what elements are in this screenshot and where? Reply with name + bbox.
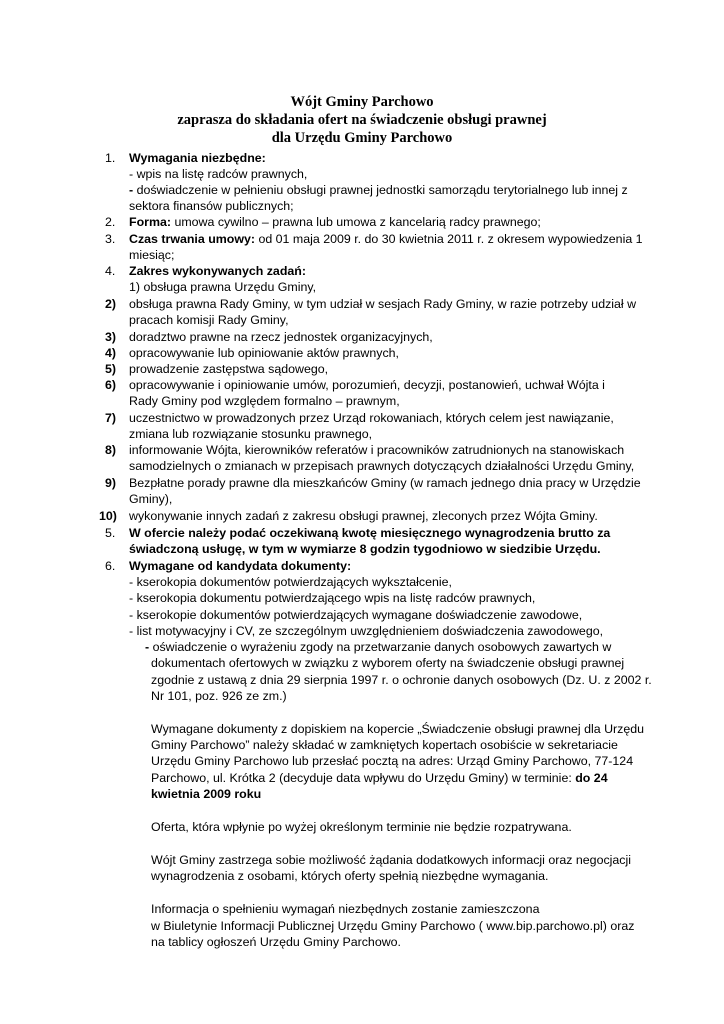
task-number: 3) bbox=[105, 330, 117, 344]
task-item-text: wykonywanie innych zadań z zakresu obsługi prawnej, zleconych przez Wójta Gminy. bbox=[129, 509, 598, 523]
section-3-title: Czas trwania umowy: bbox=[129, 232, 255, 246]
task-item-text-cont: Rady Gminy pod względem formalno – prawnym, bbox=[129, 394, 400, 408]
document-item: - kserokopie dokumentów potwierdzających wymagane doświadczenie zawodowe, bbox=[129, 608, 583, 622]
section-1-line-2 bbox=[129, 182, 628, 198]
section-2-number: 2. bbox=[105, 215, 116, 229]
section-3-cont: miesiąc; bbox=[129, 248, 175, 262]
section-3-number: 3. bbox=[105, 232, 116, 246]
task-item-text-cont: samodzielnych o zmianach w przepisach prawnych dotyczących działalności Urzędu Gminy, bbox=[129, 459, 635, 473]
task-item-text: informowanie Wójta, kierowników referatów i pracowników zatrudnionych na stanowiskach bbox=[129, 443, 625, 457]
reservation-line-2: wynagrodzenia z osobami, których oferty spełnią niezbędne wymagania. bbox=[151, 869, 549, 883]
header-line-2: zaprasza do składania ofert na świadczenie obsługi prawnej bbox=[177, 112, 547, 128]
section-1-line-2-text: doświadczenie w pełnieniu obsługi prawnej jednostki samorządu terytorialnego lub innej z bbox=[133, 183, 628, 197]
task-number: 8) bbox=[105, 443, 117, 457]
submission-line-4 bbox=[151, 770, 608, 786]
consent-line-3: zgodnie z ustawą z dnia 29 sierpnia 1997 r. o ochronie danych osobowych (Dz. U. z 2002 r. bbox=[151, 673, 652, 687]
task-item-text: doradztwo prawne na rzecz jednostek organizacyjnych, bbox=[129, 330, 433, 344]
section-3-text: od 01 maja 2009 r. do 30 kwietnia 2011 r. z okresem wypowiedzenia 1 bbox=[255, 232, 643, 246]
document-item: - kserokopia dokumentu potwierdzającego wpis na listę radców prawnych, bbox=[129, 591, 536, 605]
section-4-number: 4. bbox=[105, 264, 116, 278]
task-item-text-cont: pracach komisji Rady Gminy, bbox=[129, 313, 289, 327]
deadline-bold: do 24 bbox=[575, 771, 608, 785]
section-2-title: Forma: bbox=[129, 215, 171, 229]
consent-line-4: Nr 101, poz. 926 ze zm.) bbox=[151, 689, 287, 703]
task-item-text-cont: Gminy), bbox=[129, 492, 173, 506]
task-number: 4) bbox=[105, 346, 117, 360]
info-line-3: na tablicy ogłoszeń Urzędu Gminy Parchowo. bbox=[151, 935, 401, 949]
task-item-text: uczestnictwo w prowadzonych przez Urząd rokowaniach, których celem jest nawiązanie, bbox=[129, 411, 614, 425]
task-item-text: obsługa prawna Rady Gminy, w tym udział w sesjach Rady Gminy, w razie potrzeby udział w bbox=[129, 297, 637, 311]
consent-line-2: dokumentach ofertowych w związku z wyborem oferty na świadczenie obsługi prawnej bbox=[151, 656, 625, 670]
submission-line-3: Urzędu Gminy Parchowo lub przesłać pocztą na adres: Urząd Gminy Parchowo, 77-124 bbox=[151, 754, 634, 768]
document-item: - list motywacyjny i CV, ze szczególnym uwzględnieniem doświadczenia zawodowego, bbox=[129, 624, 604, 638]
submission-line-4-text: Parchowo, ul. Krótka 2 (decyduje data wpływu do Urzędu Gminy) w terminie: bbox=[151, 771, 576, 785]
section-2-line bbox=[129, 214, 541, 230]
document-item: - kserokopia dokumentów potwierdzających wykształcenie, bbox=[129, 575, 452, 589]
info-line-2: w Biuletynie Informacji Publicznej Urzędu Gminy Parchowo ( www.bip.parchowo.pl) oraz bbox=[151, 919, 635, 933]
section-3-line bbox=[129, 231, 643, 247]
reservation-line-1: Wójt Gminy zastrzega sobie możliwość żądania dodatkowych informacji oraz negocjacji bbox=[151, 853, 631, 867]
task-item-text: opracowywanie lub opiniowanie aktów prawnych, bbox=[129, 346, 399, 360]
submission-line-1: Wymagane dokumenty z dopiskiem na kopercie „Świadczenie obsługi prawnej dla Urzędu bbox=[151, 722, 645, 736]
submission-line-2: Gminy Parchowo” należy składać w zamkniętych kopertach osobiście w sekretariacie bbox=[151, 738, 618, 752]
header-line-3: dla Urzędu Gminy Parchowo bbox=[271, 130, 453, 146]
task-number: 5) bbox=[105, 362, 117, 376]
consent-line-1 bbox=[145, 639, 611, 655]
section-1-number: 1. bbox=[105, 151, 116, 165]
task-number: 7) bbox=[105, 411, 117, 425]
section-1-title: Wymagania niezbędne: bbox=[129, 151, 266, 165]
task-item-text: Bezpłatne porady prawne dla mieszkańców Gminy (w ramach jednego dnia pracy w Urzędzie bbox=[129, 476, 641, 490]
task-number: 10) bbox=[99, 509, 117, 523]
section-6-number: 6. bbox=[105, 559, 116, 573]
task-item-text: prowadzenie zastępstwa sądowego, bbox=[129, 362, 329, 376]
info-line-1: Informacja o spełnieniu wymagań niezbędnych zostanie zamieszczona bbox=[151, 902, 540, 916]
bold-dash: - bbox=[145, 640, 150, 654]
deadline-bold-cont: kwietnia 2009 roku bbox=[151, 787, 262, 801]
task-number: 6) bbox=[105, 378, 117, 392]
section-1-line-3: sektora finansów publicznych; bbox=[129, 199, 294, 213]
section-5-line-2: świadczoną usługę, w tym w wymiarze 8 godzin tygodniowo w siedzibie Urzędu. bbox=[129, 542, 601, 556]
task-number: 2) bbox=[105, 297, 117, 311]
bold-dash: - bbox=[129, 183, 134, 197]
section-5-line-1: W ofercie należy podać oczekiwaną kwotę miesięcznego wynagrodzenia brutto za bbox=[129, 526, 611, 540]
task-item-text: opracowywanie i opiniowanie umów, porozumień, decyzji, postanowień, uchwał Wójta i bbox=[129, 378, 605, 392]
section-5-number: 5. bbox=[105, 526, 116, 540]
section-4-title: Zakres wykonywanych zadań: bbox=[129, 264, 306, 278]
task-number: 9) bbox=[105, 476, 117, 490]
consent-line-1-text: oświadczenie o wyrażeniu zgody na przetwarzanie danych osobowych zawartych w bbox=[149, 640, 612, 654]
late-offer-note: Oferta, która wpłynie po wyżej określonym terminie nie będzie rozpatrywana. bbox=[151, 820, 572, 834]
section-2-text: umowa cywilno – prawna lub umowa z kancelarią radcy prawnego; bbox=[171, 215, 541, 229]
section-1-line-1: - wpis na listę radców prawnych, bbox=[129, 167, 308, 181]
task-item-1: 1) obsługa prawna Urzędu Gminy, bbox=[129, 280, 317, 294]
header-line-1: Wójt Gminy Parchowo bbox=[290, 94, 434, 110]
section-6-title: Wymagane od kandydata dokumenty: bbox=[129, 559, 352, 573]
task-item-text-cont: zmiana lub rozwiązanie stosunku prawnego, bbox=[129, 427, 373, 441]
